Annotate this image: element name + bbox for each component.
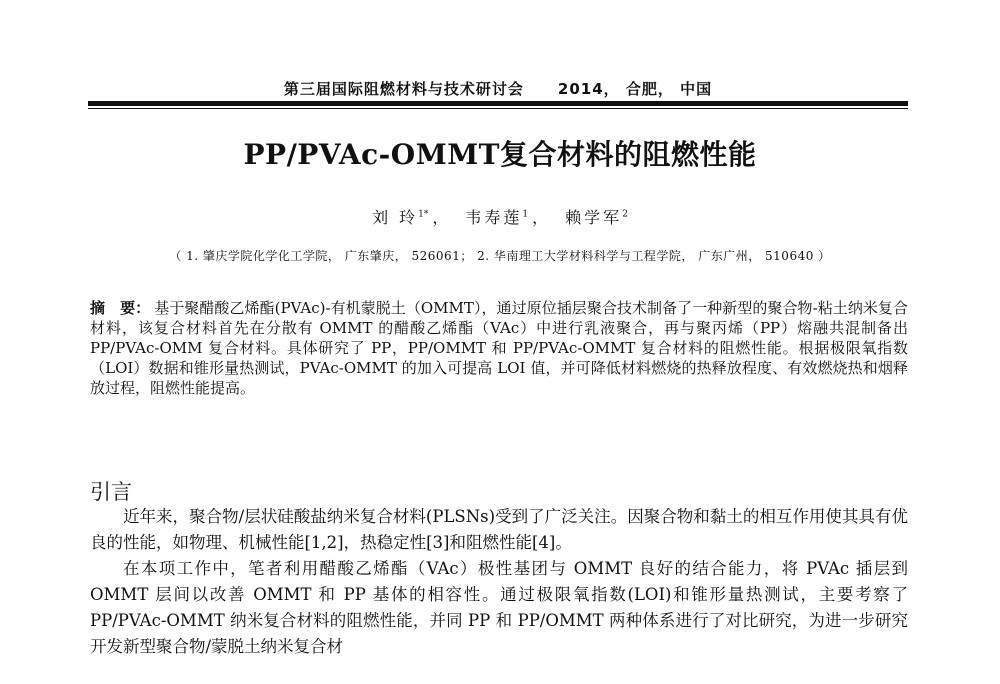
paper-title: PP/PVAc-OMMT复合材料的阻燃性能 <box>243 138 757 171</box>
author-list <box>0 205 1000 228</box>
author-name: 刘 玲 <box>372 208 419 227</box>
abstract-label: 摘 要： <box>90 299 151 317</box>
affiliations: （ 1. 肇庆学院化学化工学院， 广东肇庆， 526061； 2. 华南理工大学材料科学与工程学院， 广东广州， 510640 ） <box>169 249 831 263</box>
running-header <box>88 78 908 99</box>
author-separator: ， <box>432 208 452 227</box>
author-name: 韦寿莲 <box>465 208 523 227</box>
author-separator: ， <box>532 208 552 227</box>
intro-body <box>90 504 908 660</box>
conference-name: 第三届国际阻燃材料与技术研讨会 <box>283 80 524 98</box>
header-rule-thin <box>88 108 908 109</box>
header-rule-thick <box>88 101 908 106</box>
author-affil-mark: 1 <box>522 209 529 220</box>
author-affil-mark: 1* <box>418 209 429 220</box>
intro-paragraph: 在本项工作中，笔者利用醋酸乙烯酯（VAc）极性基团与 OMMT 良好的结合能力，将 PVAc 插层到 OMMT 层间以改善 OMMT 和 PP 基体的相容性。通过极限氧指数(LOI)和锥形量热测试，主要考察了 PP/PVAc-OMMT 纳米复合材料的阻燃性能，并同 PP 和 PP/OMMT 两种体系进行了对比研究，为进一步研究开发新型聚合物/蒙脱土纳米复合材 <box>90 559 908 656</box>
section-heading-intro: 引言 <box>90 480 132 504</box>
abstract-text: 基于聚醋酸乙烯酯(PVAc)-有机蒙脱土（OMMT），通过原位插层聚合技术制备了一种新型的聚合物-粘土纳米复合材料，该复合材料首先在分散有 OMMT 的醋酸乙烯酯（VAc）中进行乳液聚合，再与聚丙烯（PP）熔融共混制备出 PP/PVAc-OMM 复合材料。具体研究了 PP，PP/OMMT 和 PP/PVAc-OMMT 复合材料的阻燃性能。根据极限氧指数（LOI）数据和锥形量热测试，PVAc-OMMT 的加入可提高 LOI 值，并可降低材料燃烧的热释放程度、有效燃烧热和烟释放过程，阻燃性能提高。 <box>90 299 908 397</box>
author-name: 赖学军 <box>565 208 623 227</box>
intro-paragraph: 近年来，聚合物/层状硅酸盐纳米复合材料(PLSNs)受到了广泛关注。因聚合物和黏土的相互作用使其具有优良的性能，如物理、机械性能[1,2]，热稳定性[3]和阻燃性能[4]。 <box>90 507 908 552</box>
author-affil-mark: 2 <box>622 209 628 220</box>
conference-date-place: 2014， 合肥， 中国 <box>557 80 713 98</box>
abstract <box>90 298 908 398</box>
